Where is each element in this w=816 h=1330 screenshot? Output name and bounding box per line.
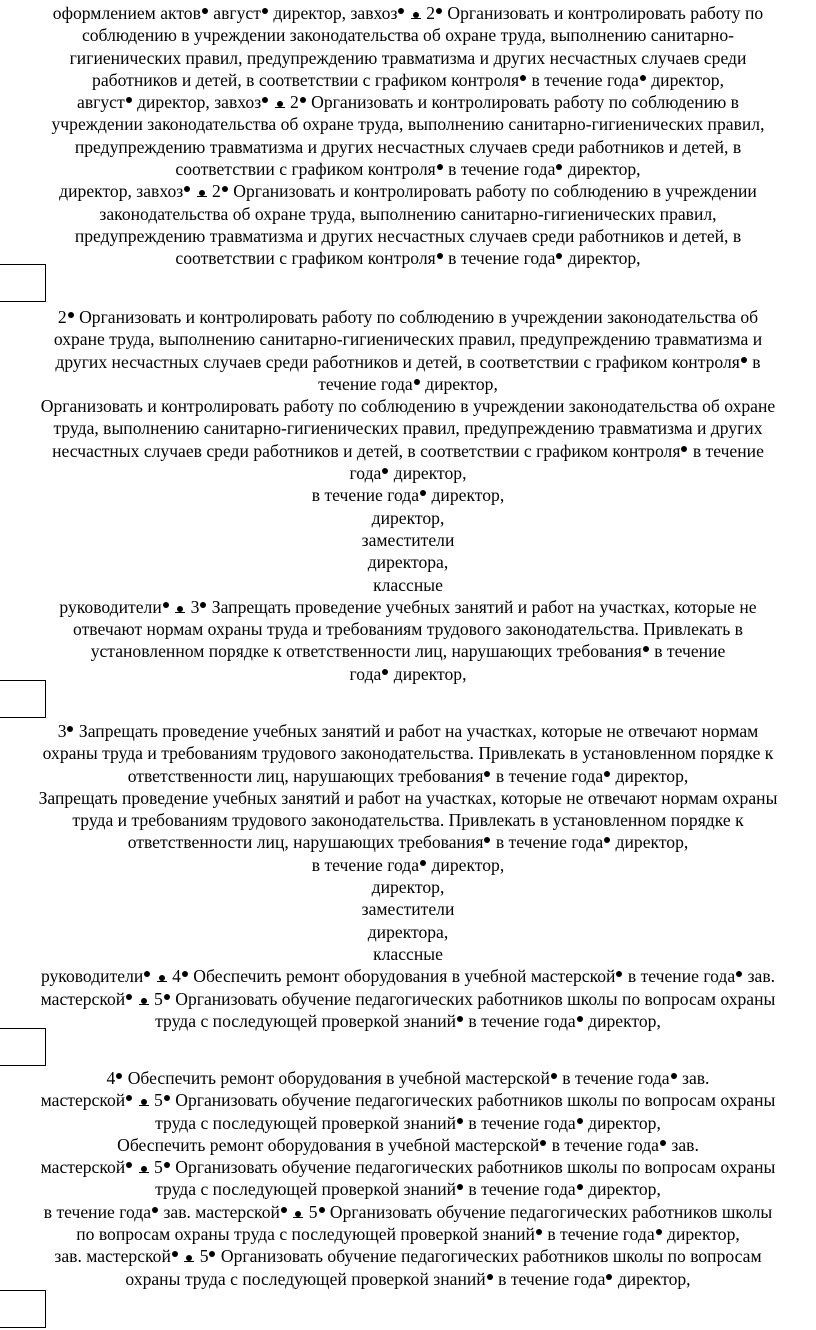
bullet-icon: [300, 97, 306, 103]
text-line: директор, завхоз 2 Организовать и контролировать работу по соблюдению в учреждении: [59, 181, 757, 202]
bullet-icon: [577, 1118, 583, 1124]
text-line: 2 Организовать и контролировать работу по соблюдению в учреждении законодательства об: [57, 307, 759, 327]
text-line: классные: [373, 574, 443, 595]
bullet-icon: [182, 971, 188, 977]
bullet-icon: [152, 1207, 158, 1213]
text-line: года директор,: [349, 663, 467, 684]
bullet-icon: [420, 860, 426, 866]
text-line: заместители: [361, 899, 455, 920]
bullet-icon: [414, 379, 420, 385]
bullet-icon: [163, 602, 169, 608]
text-line: в течение года директор,: [311, 854, 505, 875]
bullet-icon: [457, 1184, 463, 1190]
text-line: охраны труда с последующей проверкой знаний в течение года директор,: [125, 1268, 691, 1289]
bullet-icon: [660, 1140, 666, 1146]
text-line: 3 Запрещать проведение учебных занятий и работ на участках, которые не отвечают нормам: [57, 721, 759, 741]
bullet-icon: [319, 1207, 325, 1213]
bullet-icon: [172, 1251, 178, 1257]
bullet-icon: [556, 253, 562, 259]
bullet-icon: [281, 1207, 287, 1213]
bullet-icon: [68, 312, 74, 318]
text-line: других несчастных случаев среди работников и детей, в соответствии с графиком контроля в: [55, 351, 761, 372]
text-block-3: [0, 720, 816, 1032]
bullet-icon: [262, 8, 268, 14]
underlined-bullet-icon: [411, 4, 421, 19]
bullet-icon: [671, 1073, 677, 1079]
bullet-icon: [604, 837, 610, 843]
bullet-icon: [398, 8, 404, 14]
text-line: работников и детей, в соответствии с графиком контроля в течение года директор,: [92, 69, 724, 90]
bullet-icon: [656, 1229, 662, 1235]
text-line: август директор, завхоз 2 Организовать и контролировать работу по соблюдению в: [77, 92, 739, 113]
text-line: охраны труда и требованиям трудового законодательства. Привлекать в установленном порядке к: [42, 743, 774, 764]
text-line: учреждении законодательства об охране труда, выполнению санитарно-гигиенических правил,: [51, 114, 765, 135]
text-line: установленном порядке к ответственности лиц, нарушающих требования в течение: [90, 641, 726, 662]
bullet-icon: [457, 1016, 463, 1022]
bullet-icon: [536, 1229, 542, 1235]
text-line: в течение года директор,: [311, 485, 505, 506]
bullet-icon: [164, 1095, 170, 1101]
underlined-bullet-icon: [157, 967, 167, 982]
bullet-icon: [200, 602, 206, 608]
bullet-icon: [164, 994, 170, 1000]
bullet-icon: [209, 1251, 215, 1257]
text-line: мастерской 5 Организовать обучение педагогических работников школы по вопросам охраны: [40, 1157, 776, 1178]
bullet-icon: [382, 669, 388, 675]
bullet-icon: [643, 646, 649, 652]
text-line: Запрещать проведение учебных занятий и работ на участках, которые не отвечают нормам охраны: [38, 787, 778, 808]
bullet-icon: [144, 971, 150, 977]
bullet-icon: [126, 1095, 132, 1101]
underlined-bullet-icon: [184, 1247, 194, 1262]
text-line: труда с последующей проверкой знаний в течение года директор,: [155, 1010, 661, 1031]
text-line: охране труда, выполнению санитарно-гигиенических правил, предупреждению травматизма и: [53, 329, 763, 350]
text-line: мастерской 5 Организовать обучение педагогических работников школы по вопросам охраны: [40, 988, 776, 1009]
empty-cell-box: [0, 1028, 46, 1066]
underlined-bullet-icon: [139, 1091, 149, 1106]
bullet-icon: [484, 837, 490, 843]
underlined-bullet-icon: [139, 1158, 149, 1173]
text-line: ответственности лиц, нарушающих требования в течение года директор,: [127, 765, 689, 786]
text-line: течение года директор,: [318, 373, 498, 394]
bullet-icon: [604, 771, 610, 777]
bullet-icon: [577, 1184, 583, 1190]
bullet-icon: [126, 994, 132, 1000]
empty-cell-box: [0, 680, 46, 718]
text-block-4: [0, 1067, 816, 1290]
bullet-icon: [222, 186, 228, 192]
text-line: классные: [373, 943, 443, 964]
empty-cell-box: [0, 264, 46, 302]
bullet-icon: [436, 8, 442, 14]
text-line: 4 Обеспечить ремонт оборудования в учебной мастерской в течение года зав.: [106, 1068, 710, 1088]
text-line: директор,: [371, 877, 445, 898]
bullet-icon: [741, 357, 747, 363]
bullet-icon: [202, 8, 208, 14]
bullet-icon: [437, 253, 443, 259]
text-line: законодательства об охране труда, выполнению санитарно-гигиенических правил,: [99, 203, 717, 224]
bullet-icon: [184, 186, 190, 192]
text-line: директора,: [367, 552, 449, 573]
text-line: года директор,: [349, 463, 467, 484]
text-line: труда с последующей проверкой знаний в течение года директор,: [155, 1112, 661, 1133]
bullet-icon: [551, 1073, 557, 1079]
text-line: Организовать и контролировать работу по соблюдению в учреждении законодательства об охране: [40, 396, 776, 417]
text-line: руководители 3 Запрещать проведение учебных занятий и работ на участках, которые не: [59, 596, 757, 617]
text-line: гигиенических правил, предупреждению травматизма и других несчастных случаев среди: [69, 47, 747, 68]
text-block-2: [0, 306, 816, 685]
bullet-icon: [457, 1118, 463, 1124]
bullet-icon: [577, 1016, 583, 1022]
text-line: директор,: [371, 507, 445, 528]
text-line: соответствии с графиком контроля в течение года директор,: [175, 159, 641, 180]
bullet-icon: [606, 1274, 612, 1280]
text-line: отвечают нормам охраны труда и требованиям трудового законодательства. Привлекать в: [73, 619, 743, 640]
bullet-icon: [116, 1073, 122, 1079]
bullet-icon: [420, 490, 426, 496]
text-line: труда и требованиям трудового законодательства. Привлекать в установленном порядке к: [72, 810, 744, 831]
text-line: предупреждению травматизма и других несчастных случаев среди работников и детей, в: [74, 225, 742, 246]
text-line: соблюдению в учреждении законодательства об охране труда, выполнению санитарно-: [81, 25, 735, 46]
bullet-icon: [520, 75, 526, 81]
text-line: труда с последующей проверкой знаний в течение года директор,: [155, 1179, 661, 1200]
bullet-icon: [67, 726, 73, 732]
text-line: оформлением актов август директор, завхоз 2 Организовать и контролировать работу по: [52, 3, 764, 23]
text-line: по вопросам охраны труда с последующей проверкой знаний в течение года директор,: [76, 1224, 740, 1245]
text-line: руководители 4 Обеспечить ремонт оборудования в учебной мастерской в течение года зав.: [40, 966, 776, 987]
bullet-icon: [126, 97, 132, 103]
bullet-icon: [556, 164, 562, 170]
bullet-icon: [262, 97, 268, 103]
bullet-icon: [736, 971, 742, 977]
underlined-bullet-icon: [175, 598, 185, 613]
bullet-icon: [540, 1140, 546, 1146]
bullet-icon: [640, 75, 646, 81]
bullet-icon: [487, 1274, 493, 1280]
underlined-bullet-icon: [197, 182, 207, 197]
text-line: ответственности лиц, нарушающих требования в течение года директор,: [127, 832, 689, 853]
underlined-bullet-icon: [275, 93, 285, 108]
bullet-icon: [484, 771, 490, 777]
underlined-bullet-icon: [293, 1203, 303, 1218]
text-block-1: [0, 2, 816, 270]
text-line: мастерской 5 Организовать обучение педагогических работников школы по вопросам охраны: [40, 1090, 776, 1111]
bullet-icon: [382, 468, 388, 474]
underlined-bullet-icon: [139, 990, 149, 1005]
text-line: предупреждению травматизма и других несчастных случаев среди работников и детей, в: [74, 136, 742, 157]
bullet-icon: [126, 1162, 132, 1168]
empty-cell-box: [0, 1290, 46, 1328]
text-line: соответствии с графиком контроля в течение года директор,: [175, 248, 641, 269]
text-line: директора,: [367, 921, 449, 942]
text-line: зав. мастерской 5 Организовать обучение педагогических работников школы по вопросам: [54, 1246, 762, 1267]
text-line: Обеспечить ремонт оборудования в учебной мастерской в течение года зав.: [117, 1134, 699, 1155]
text-line: несчастных случаев среди работников и детей, в соответствии с графиком контроля в течение: [52, 440, 764, 461]
text-line: заместители: [361, 529, 455, 550]
text-line: в течение года зав. мастерской 5 Организовать обучение педагогических работников школы: [43, 1201, 773, 1222]
bullet-icon: [164, 1162, 170, 1168]
bullet-icon: [681, 446, 687, 452]
bullet-icon: [616, 971, 622, 977]
text-line: труда, выполнению санитарно-гигиенических правил, предупреждению травматизма и других: [53, 418, 763, 439]
bullet-icon: [437, 164, 443, 170]
